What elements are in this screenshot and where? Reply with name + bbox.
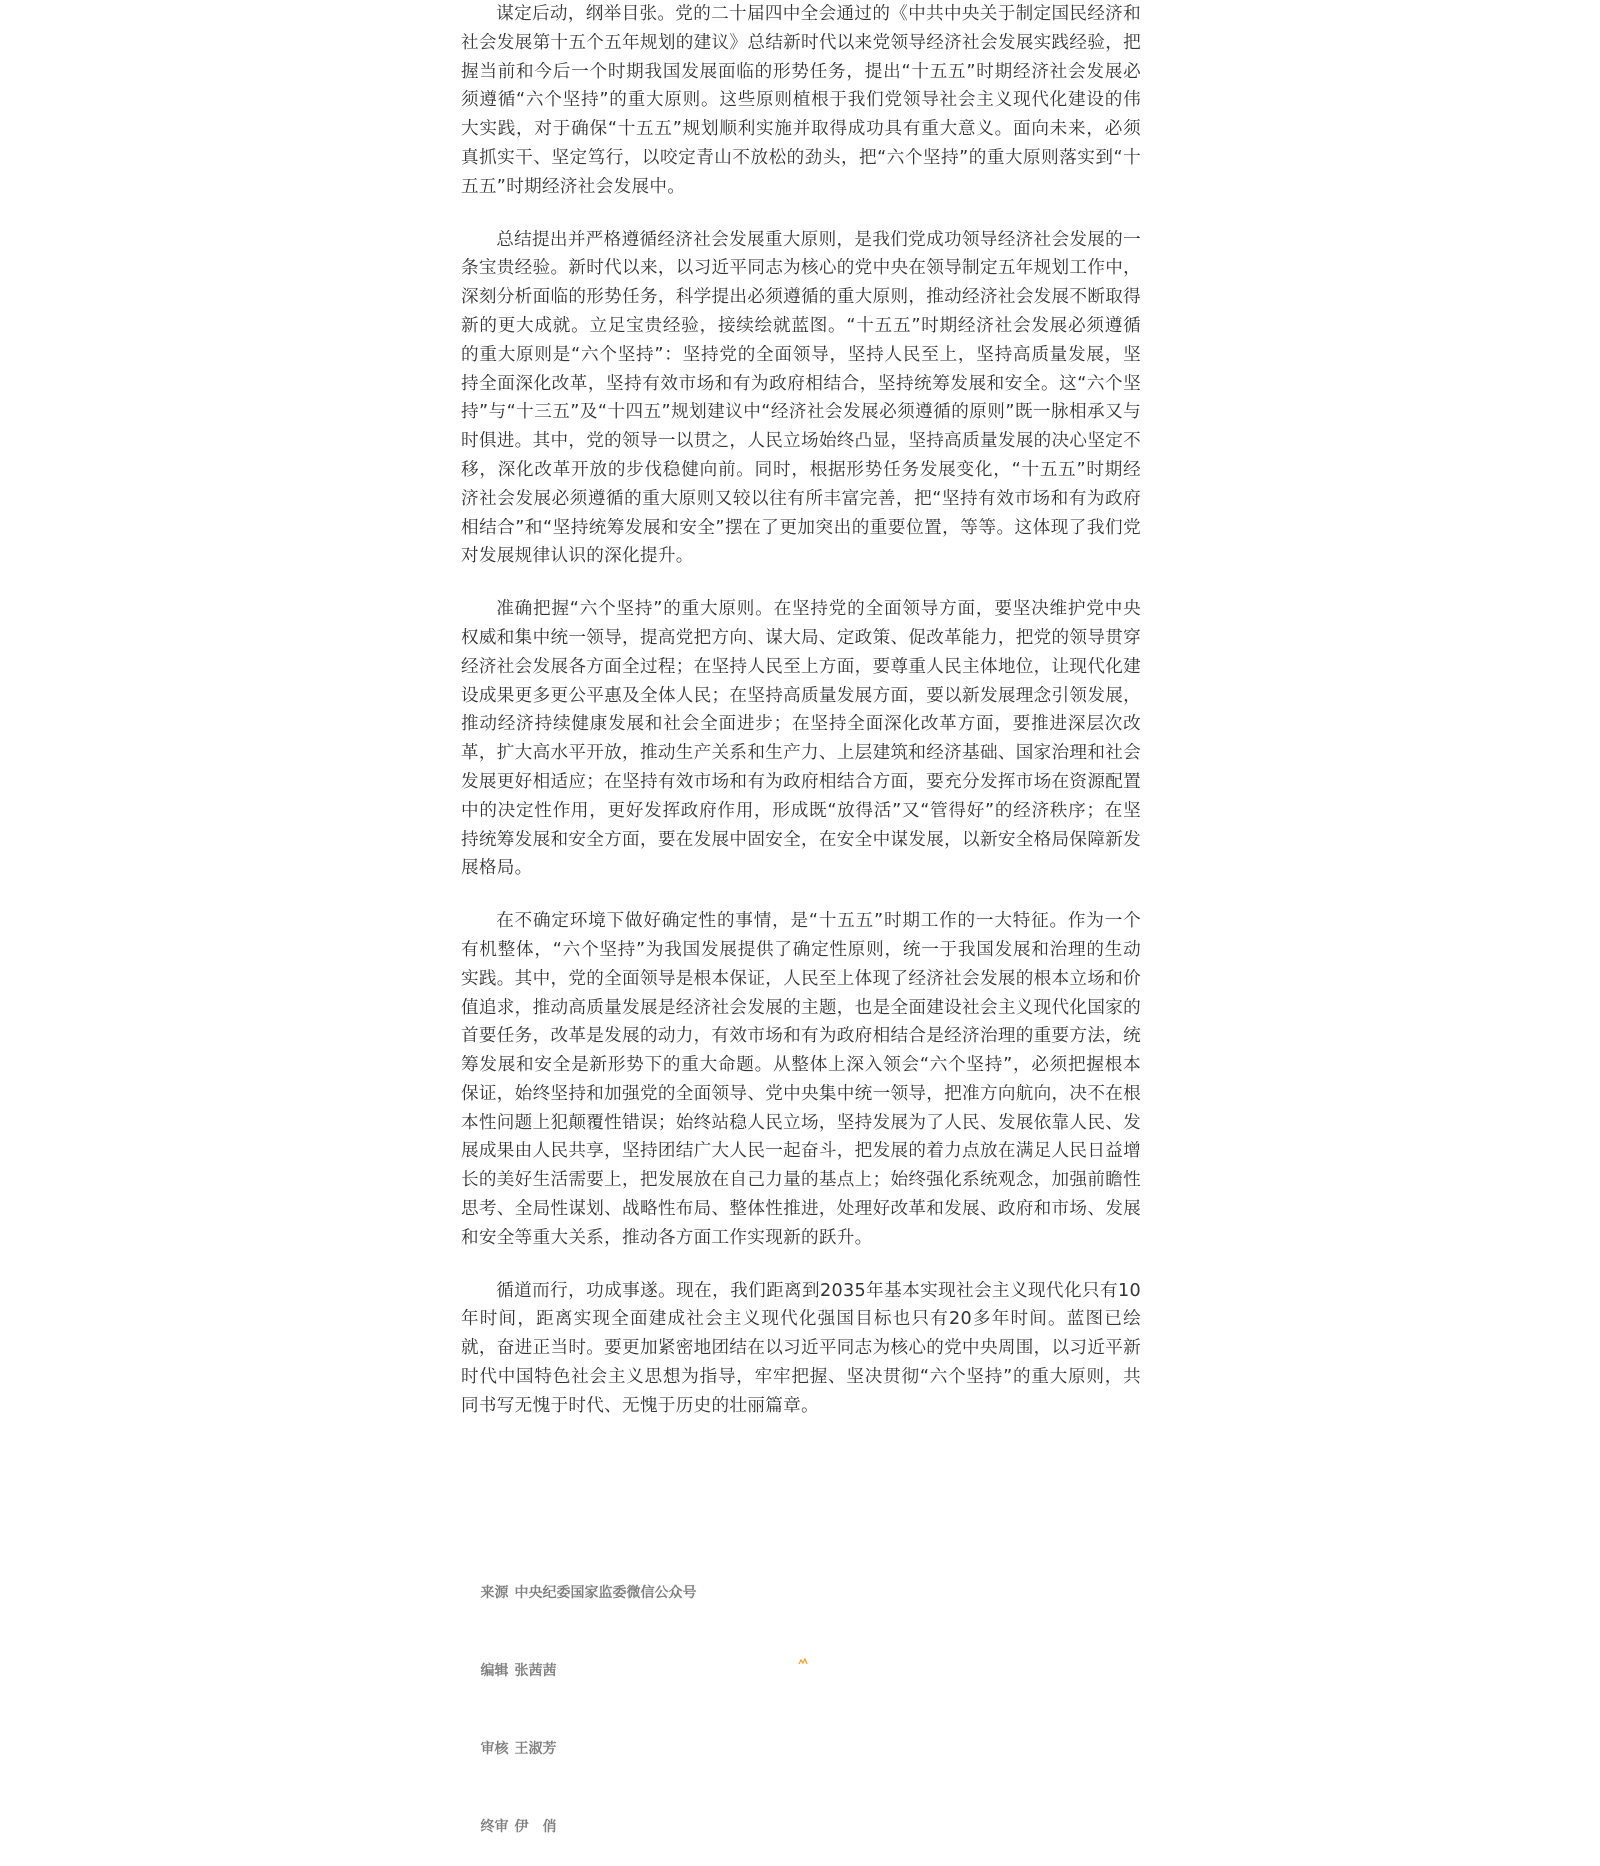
credit-final-reviewer-value: 伊 俏 xyxy=(514,1819,557,1835)
credit-source xyxy=(461,1554,703,1632)
article-paragraph-4: 在不确定环境下做好确定性的事情，是“十五五”时期工作的一大特征。作为一个有机整体，“六个坚持”为我国发展提供了确定性原则，统一于我国发展和治理的生动实践。其中，党的全面领导是根本保证，人民至上体现了经济社会发展的根本立场和价值追求，推动高质量发展是经济社会发展的主题，也是全面建设社会主义现代化国家的首要任务，改革是发展的动力，有效市场和有为政府相结合是经济治理的重要方法，统筹发展和安全是新形势下的重大命题。从整体上深入领会“六个坚持”，必须把握根本保证，始终坚持和加强党的全面领导、党中央集中统一领导，把准方向航向，决不在根本性问题上犯颠覆性错误；始终站稳人民立场，坚持发展为了人民、发展依靠人民、发展成果由人民共享，坚持团结广大人民一起奋斗，把发展的着力点放在满足人民日益增长的美好生活需要上，把发展放在自己力量的基点上；始终强化系统观念，加强前瞻性思考、全局性谋划、战略性布局、整体性推进，处理好改革和发展、政府和市场、发展和安全等重大关系，推动各方面工作实现新的跃升。 xyxy=(461,911,1141,1248)
article-body xyxy=(461,0,1141,1445)
credit-reviewer-value: 王淑芳 xyxy=(514,1741,557,1757)
credit-editor xyxy=(461,1632,703,1710)
decorative-ornament-icon xyxy=(798,1657,808,1665)
article-paragraph-1: 谋定后动，纲举目张。党的二十届四中全会通过的《中共中央关于制定国民经济和社会发展第十五个五年规划的建议》总结新时代以来党领导经济社会发展实践经验，把握当前和今后一个时期我国发展面临的形势任务，提出“十五五”时期经济社会发展必须遵循“六个坚持”的重大原则。这些原则植根于我们党领导社会主义现代化建设的伟大实践，对于确保“十五五”规划顺利实施并取得成功具有重大意义。面向未来，必须真抓实干、坚定笃行，以咬定青山不放松的劲头，把“六个坚持”的重大原则落实到“十五五”时期经济社会发展中。 xyxy=(461,4,1141,197)
article-paragraph-3: 准确把握“六个坚持”的重大原则。在坚持党的全面领导方面，要坚决维护党中央权威和集中统一领导，提高党把方向、谋大局、定政策、促改革能力，把党的领导贯穿经济社会发展各方面全过程；在坚持人民至上方面，要尊重人民主体地位，让现代化建设成果更多更公平惠及全体人民；在坚持高质量发展方面，要以新发展理念引领发展，推动经济持续健康发展和社会全面进步；在坚持全面深化改革方面，要推进深层次改革，扩大高水平开放，推动生产关系和生产力、上层建筑和经济基础、国家治理和社会发展更好相适应；在坚持有效市场和有为政府相结合方面，要充分发挥市场在资源配置中的决定性作用，更好发挥政府作用，形成既“放得活”又“管得好”的经济秩序；在坚持统筹发展和安全方面，要在发展中固安全，在安全中谋发展，以新安全格局保障新发展格局。 xyxy=(461,599,1141,879)
ornament-svg xyxy=(798,1657,808,1665)
credit-reviewer-label: 审核 xyxy=(480,1741,509,1757)
credit-source-value: 中央纪委国家监委微信公众号 xyxy=(514,1585,697,1601)
article-paragraph-2: 总结提出并严格遵循经济社会发展重大原则，是我们党成功领导经济社会发展的一条宝贵经验。新时代以来，以习近平同志为核心的党中央在领导制定五年规划工作中，深刻分析面临的形势任务，科学提出必须遵循的重大原则，推动经济社会发展不断取得新的更大成就。立足宝贵经验，接续绘就蓝图。“十五五”时期经济社会发展必须遵循的重大原则是“六个坚持”：坚持党的全面领导，坚持人民至上，坚持高质量发展，坚持全面深化改革，坚持有效市场和有为政府相结合，坚持统筹发展和安全。这“六个坚持”与“十三五”及“十四五”规划建议中“经济社会发展必须遵循的原则”既一脉相承又与时俱进。其中，党的领导一以贯之，人民立场始终凸显，坚持高质量发展的决心坚定不移，深化改革开放的步伐稳健向前。同时，根据形势任务发展变化，“十五五”时期经济社会发展必须遵循的重大原则又较以往有所丰富完善，把“坚持有效市场和有为政府相结合”和“坚持统筹发展和安全”摆在了更加突出的重要位置，等等。这体现了我们党对发展规律认识的深化提升。 xyxy=(461,229,1141,567)
article-credits xyxy=(461,1554,703,1866)
credit-editor-value: 张茜茜 xyxy=(514,1663,557,1679)
credit-reviewer xyxy=(461,1710,703,1788)
credit-source-label: 来源 xyxy=(480,1585,509,1601)
article-paragraph-5: 循道而行，功成事遂。现在，我们距离到2035年基本实现社会主义现代化只有10年时间，距离实现全面建成社会主义现代化强国目标也只有20多年时间。蓝图已绘就，奋进正当时。要更加紧密地团结在以习近平同志为核心的党中央周围，以习近平新时代中国特色社会主义思想为指导，牢牢把握、坚决贯彻“六个坚持”的重大原则，共同书写无愧于时代、无愧于历史的壮丽篇章。 xyxy=(461,1280,1141,1416)
credit-final-reviewer-label: 终审 xyxy=(480,1819,509,1835)
credit-final-reviewer xyxy=(461,1788,703,1866)
credit-editor-label: 编辑 xyxy=(480,1663,509,1679)
